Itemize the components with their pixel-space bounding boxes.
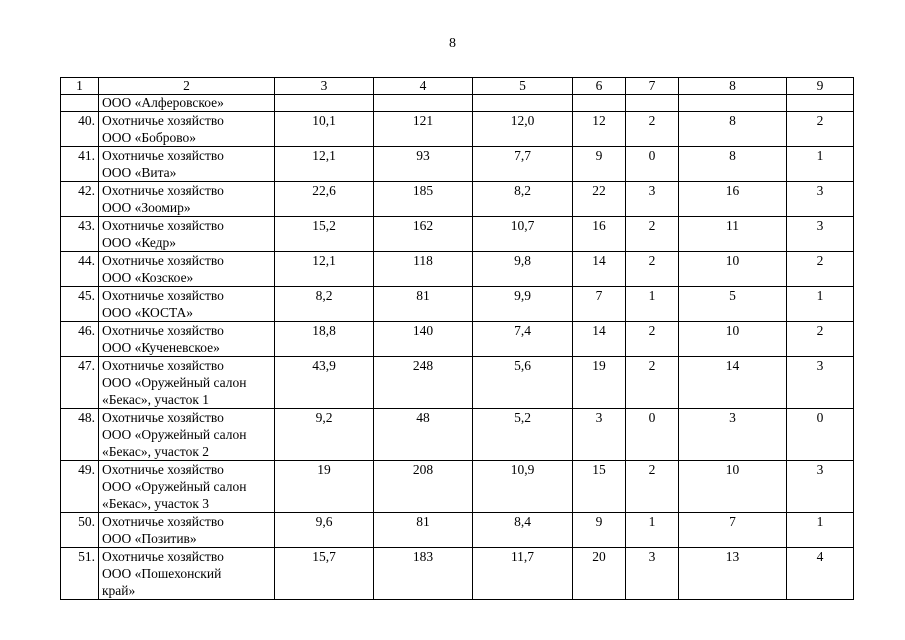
value-cell-c6: 15 (573, 461, 626, 513)
row-number-cell: 48. (61, 409, 99, 461)
table-row (61, 217, 854, 252)
row-number-cell: 45. (61, 287, 99, 322)
value-cell-c8: 11 (679, 217, 787, 252)
value-cell-c3: 9,2 (275, 409, 374, 461)
organization-name-line: Охотничье хозяйство (102, 323, 224, 338)
value-cell-c7: 2 (626, 357, 679, 409)
value-cell-c7: 2 (626, 252, 679, 287)
empty-cell (679, 95, 787, 112)
organization-name-line: Охотничье хозяйство (102, 148, 224, 163)
value-cell-c6: 3 (573, 409, 626, 461)
value-cell-c4: 93 (374, 147, 473, 182)
value-cell-c9: 1 (787, 513, 854, 548)
value-cell-c4: 248 (374, 357, 473, 409)
organization-name-line: Охотничье хозяйство (102, 410, 224, 425)
table-row (61, 252, 854, 287)
organization-name-line: ООО «Боброво» (102, 130, 197, 145)
organization-name-cell: ООО «Алферовское» (99, 95, 275, 112)
value-cell-c6: 7 (573, 287, 626, 322)
organization-name-cell (99, 217, 275, 252)
organization-name-line: Охотничье хозяйство (102, 549, 224, 564)
organization-name-line: ООО «Пошехонский (102, 566, 222, 581)
table-row (61, 322, 854, 357)
table-row (61, 357, 854, 409)
value-cell-c4: 81 (374, 287, 473, 322)
row-number-cell: 46. (61, 322, 99, 357)
row-number-cell (61, 95, 99, 112)
value-cell-c5: 10,9 (473, 461, 573, 513)
value-cell-c4: 185 (374, 182, 473, 217)
organization-name-line: «Бекас», участок 1 (102, 392, 210, 407)
organization-name-line: «Бекас», участок 3 (102, 496, 210, 511)
organization-name-line: ООО «Кедр» (102, 235, 177, 250)
table-row (61, 461, 854, 513)
value-cell-c9: 1 (787, 147, 854, 182)
value-cell-c5: 8,4 (473, 513, 573, 548)
value-cell-c6: 12 (573, 112, 626, 147)
page-number: 8 (449, 36, 456, 51)
empty-cell (626, 95, 679, 112)
organization-name-line: Охотничье хозяйство (102, 183, 224, 198)
organization-name-line: «Бекас», участок 2 (102, 444, 210, 459)
organization-name-line: ООО «Оружейный салон (102, 479, 247, 494)
organization-name-line: Охотничье хозяйство (102, 218, 224, 233)
row-number-cell: 43. (61, 217, 99, 252)
value-cell-c4: 140 (374, 322, 473, 357)
value-cell-c9: 3 (787, 182, 854, 217)
value-cell-c6: 22 (573, 182, 626, 217)
organization-name-cell (99, 357, 275, 409)
value-cell-c6: 19 (573, 357, 626, 409)
value-cell-c5: 5,2 (473, 409, 573, 461)
value-cell-c5: 8,2 (473, 182, 573, 217)
row-number-cell: 49. (61, 461, 99, 513)
value-cell-c7: 2 (626, 461, 679, 513)
value-cell-c6: 14 (573, 252, 626, 287)
value-cell-c5: 9,9 (473, 287, 573, 322)
value-cell-c9: 2 (787, 322, 854, 357)
row-number-cell: 50. (61, 513, 99, 548)
organization-name-cell (99, 548, 275, 600)
value-cell-c7: 2 (626, 217, 679, 252)
column-header: 8 (679, 78, 787, 95)
value-cell-c7: 2 (626, 322, 679, 357)
value-cell-c9: 3 (787, 357, 854, 409)
column-header: 6 (573, 78, 626, 95)
column-header: 4 (374, 78, 473, 95)
value-cell-c6: 9 (573, 513, 626, 548)
organization-name-line: Охотничье хозяйство (102, 288, 224, 303)
value-cell-c3: 43,9 (275, 357, 374, 409)
organization-name-line: край» (102, 583, 136, 598)
value-cell-c3: 8,2 (275, 287, 374, 322)
value-cell-c4: 162 (374, 217, 473, 252)
hunting-farms-table (60, 77, 854, 600)
row-number-cell: 47. (61, 357, 99, 409)
organization-name-cell (99, 461, 275, 513)
value-cell-c8: 3 (679, 409, 787, 461)
value-cell-c4: 208 (374, 461, 473, 513)
value-cell-c4: 118 (374, 252, 473, 287)
organization-name-line: ООО «Вита» (102, 165, 177, 180)
value-cell-c9: 3 (787, 217, 854, 252)
organization-name-cell (99, 322, 275, 357)
organization-name-cell (99, 147, 275, 182)
value-cell-c8: 10 (679, 252, 787, 287)
value-cell-c7: 3 (626, 548, 679, 600)
value-cell-c6: 20 (573, 548, 626, 600)
column-header: 9 (787, 78, 854, 95)
value-cell-c3: 19 (275, 461, 374, 513)
row-number-cell: 44. (61, 252, 99, 287)
continuation-row (61, 95, 854, 112)
value-cell-c3: 12,1 (275, 252, 374, 287)
empty-cell (787, 95, 854, 112)
organization-name-cell (99, 252, 275, 287)
row-number-cell: 41. (61, 147, 99, 182)
organization-name-cell (99, 287, 275, 322)
empty-cell (275, 95, 374, 112)
value-cell-c8: 14 (679, 357, 787, 409)
empty-cell (374, 95, 473, 112)
row-number-cell: 51. (61, 548, 99, 600)
value-cell-c5: 5,6 (473, 357, 573, 409)
organization-name-line: ООО «Позитив» (102, 531, 197, 546)
organization-name-line: ООО «Козское» (102, 270, 194, 285)
empty-cell (473, 95, 573, 112)
table-row (61, 513, 854, 548)
value-cell-c5: 10,7 (473, 217, 573, 252)
table-row (61, 287, 854, 322)
value-cell-c8: 13 (679, 548, 787, 600)
value-cell-c3: 15,7 (275, 548, 374, 600)
organization-name-line: ООО «КОСТА» (102, 305, 194, 320)
value-cell-c8: 5 (679, 287, 787, 322)
organization-name-cell (99, 182, 275, 217)
column-header: 2 (99, 78, 275, 95)
row-number-cell: 42. (61, 182, 99, 217)
value-cell-c9: 3 (787, 461, 854, 513)
organization-name-line: Охотничье хозяйство (102, 462, 224, 477)
value-cell-c7: 0 (626, 409, 679, 461)
table-row (61, 548, 854, 600)
empty-cell (573, 95, 626, 112)
value-cell-c5: 7,7 (473, 147, 573, 182)
organization-name-line: ООО «Оружейный салон (102, 375, 247, 390)
table-row (61, 409, 854, 461)
organization-name-line: ООО «Зоомир» (102, 200, 191, 215)
column-header: 5 (473, 78, 573, 95)
value-cell-c8: 8 (679, 112, 787, 147)
value-cell-c3: 18,8 (275, 322, 374, 357)
column-header: 3 (275, 78, 374, 95)
value-cell-c9: 2 (787, 112, 854, 147)
organization-name-cell (99, 409, 275, 461)
row-number-cell: 40. (61, 112, 99, 147)
value-cell-c8: 8 (679, 147, 787, 182)
column-header: 7 (626, 78, 679, 95)
value-cell-c4: 48 (374, 409, 473, 461)
organization-name-line: Охотничье хозяйство (102, 514, 224, 529)
organization-name-line: ООО «Кученевское» (102, 340, 220, 355)
value-cell-c6: 14 (573, 322, 626, 357)
value-cell-c8: 16 (679, 182, 787, 217)
value-cell-c4: 121 (374, 112, 473, 147)
value-cell-c9: 1 (787, 287, 854, 322)
value-cell-c9: 2 (787, 252, 854, 287)
value-cell-c5: 12,0 (473, 112, 573, 147)
value-cell-c5: 11,7 (473, 548, 573, 600)
organization-name-cell (99, 112, 275, 147)
value-cell-c5: 7,4 (473, 322, 573, 357)
table-row (61, 112, 854, 147)
value-cell-c7: 1 (626, 287, 679, 322)
organization-name-cell (99, 513, 275, 548)
value-cell-c6: 9 (573, 147, 626, 182)
value-cell-c3: 15,2 (275, 217, 374, 252)
value-cell-c6: 16 (573, 217, 626, 252)
table-row (61, 182, 854, 217)
value-cell-c7: 1 (626, 513, 679, 548)
value-cell-c3: 22,6 (275, 182, 374, 217)
value-cell-c4: 183 (374, 548, 473, 600)
value-cell-c7: 2 (626, 112, 679, 147)
value-cell-c7: 0 (626, 147, 679, 182)
column-header: 1 (61, 78, 99, 95)
value-cell-c9: 4 (787, 548, 854, 600)
value-cell-c9: 0 (787, 409, 854, 461)
table-row (61, 147, 854, 182)
organization-name-line: Охотничье хозяйство (102, 253, 224, 268)
value-cell-c8: 10 (679, 461, 787, 513)
value-cell-c3: 9,6 (275, 513, 374, 548)
header-row (61, 78, 854, 95)
value-cell-c4: 81 (374, 513, 473, 548)
organization-name-line: Охотничье хозяйство (102, 358, 224, 373)
value-cell-c8: 7 (679, 513, 787, 548)
organization-name-line: Охотничье хозяйство (102, 113, 224, 128)
organization-name-line: ООО «Оружейный салон (102, 427, 247, 442)
value-cell-c8: 10 (679, 322, 787, 357)
value-cell-c7: 3 (626, 182, 679, 217)
value-cell-c3: 10,1 (275, 112, 374, 147)
value-cell-c3: 12,1 (275, 147, 374, 182)
value-cell-c5: 9,8 (473, 252, 573, 287)
